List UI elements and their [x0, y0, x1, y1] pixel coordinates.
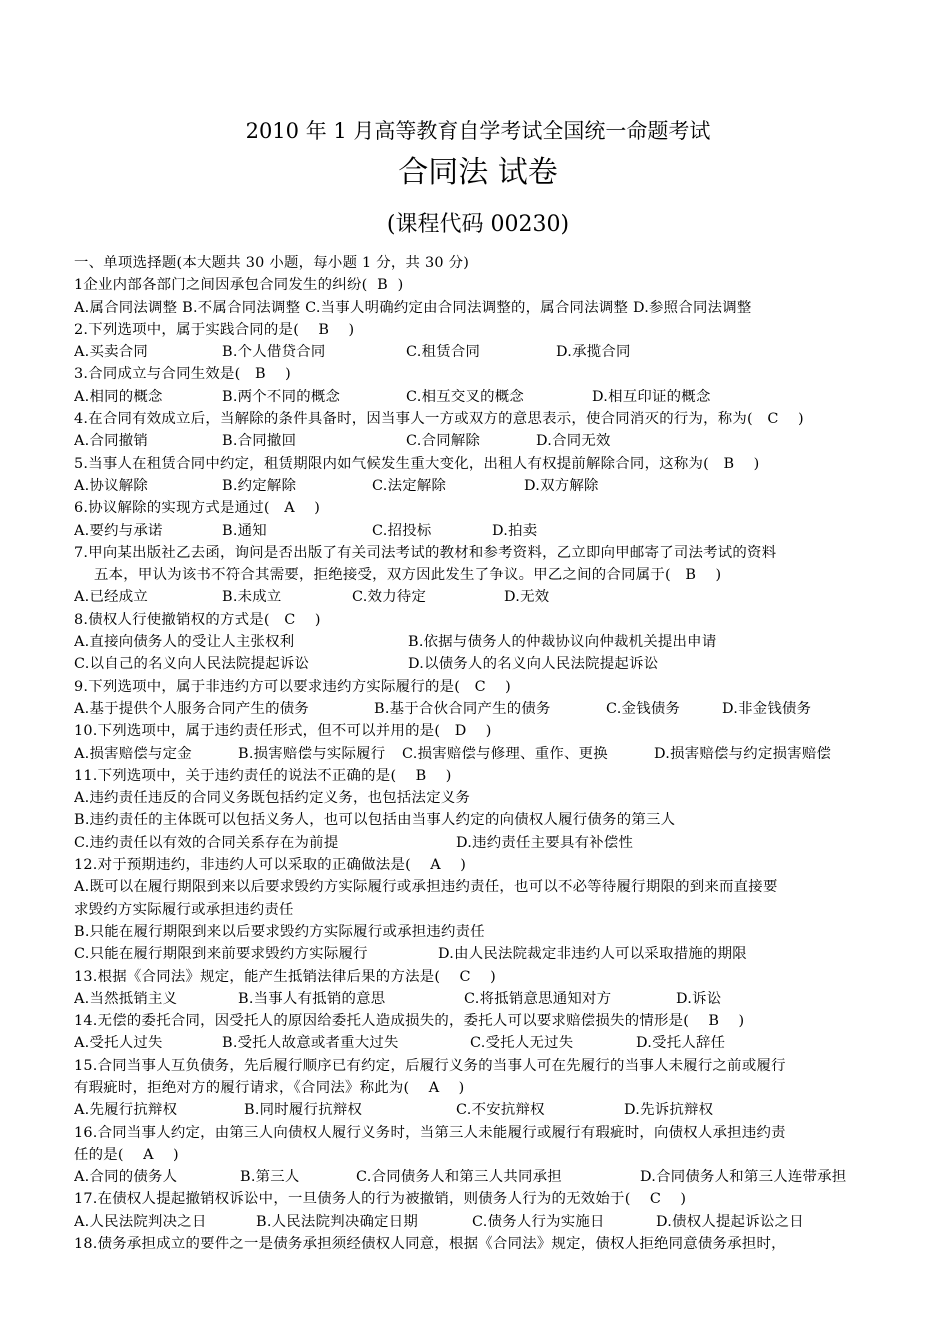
question-11: 11.下列选项中，关于违约责任的说法不正确的是( B ): [74, 767, 452, 784]
option-c: C.损害赔偿与修理、重作、更换: [402, 745, 608, 762]
option-a: A.买卖合同: [74, 344, 149, 361]
option-a: A.损害赔偿与定金: [74, 745, 192, 762]
option-a: A.人民法院判决之日: [74, 1213, 207, 1230]
option-d: D.损害赔偿与约定损害赔偿: [654, 745, 832, 762]
question-2-options: [74, 341, 882, 363]
question-16-continued: 任的是( A ): [74, 1146, 179, 1163]
option-a: A.当然抵销主义: [74, 990, 178, 1007]
option-b: B.合同撤回: [222, 433, 297, 450]
option-c: C.招投标: [372, 522, 432, 539]
question-11-options-cd: [74, 832, 882, 854]
question-8: 8.债权人行使撤销权的方式是( C ): [74, 611, 321, 628]
option-d: D.由人民法院裁定非违约人可以采取措施的期限: [438, 946, 747, 963]
question-9-options: [74, 698, 882, 720]
question-13-options: [74, 988, 882, 1010]
option-a: A.已经成立: [74, 589, 149, 606]
option-d: D.相互印证的概念: [592, 388, 711, 405]
question-12: 12.对于预期违约，非违约人可以采取的正确做法是( A ): [74, 857, 467, 874]
question-10: 10.下列选项中，属于违约责任形式，但不可以并用的是( D ): [74, 723, 492, 740]
option-b: B.损害赔偿与实际履行: [238, 745, 386, 762]
option-a: A.受托人过失: [74, 1035, 163, 1052]
question-3-options: [74, 386, 882, 408]
option-a: A.相同的概念: [74, 388, 163, 405]
question-15-continued: 有瑕疵时，拒绝对方的履行请求，《合同法》称此为( A ): [74, 1079, 465, 1096]
question-5-options: [74, 475, 882, 497]
question-17: 17.在债权人提起撤销权诉讼中，一旦债务人的行为被撤销，则债务人行为的无效始于( C ): [74, 1191, 687, 1208]
exam-document: [74, 112, 882, 1255]
question-15: 15.合同当事人互负债务，先后履行顺序已有约定，后履行义务的当事人可在先履行的当事人未履行之前或履行: [74, 1057, 786, 1074]
option-c: C.合同债务人和第三人共同承担: [356, 1169, 562, 1186]
option-b: B.同时履行抗辩权: [244, 1102, 363, 1119]
question-7-options: [74, 586, 882, 608]
option-d: D.以债务人的名义向人民法院提起诉讼: [408, 656, 659, 673]
question-16: 16.合同当事人约定，由第三人向债权人履行义务时，当第三人未能履行或履行有瑕疵时，向债权人承担违约责: [74, 1124, 786, 1141]
question-4-options: [74, 430, 882, 452]
option-b: B.约定解除: [222, 477, 297, 494]
option-c: C.只能在履行期限到来前要求毁约方实际履行: [74, 946, 368, 963]
option-c: C.受托人无过失: [470, 1035, 574, 1052]
option-d: D.诉讼: [676, 990, 722, 1007]
question-6-options: [74, 520, 882, 542]
question-12-option-b: B.只能在履行期限到来以后要求毁约方实际履行或承担违约责任: [74, 923, 485, 940]
section-heading: 一、单项选择题(本大题共 30 小题，每小题 1 分，共 30 分): [74, 255, 470, 271]
option-d: D.合同债务人和第三人连带承担: [640, 1169, 847, 1186]
exam-title: 合同法 试卷: [398, 155, 558, 190]
option-c: C.以自己的名义向人民法院提起诉讼: [74, 656, 310, 673]
question-2: 2.下列选项中，属于实践合同的是( B ): [74, 321, 355, 338]
question-4: 4.在合同有效成立后，当解除的条件具备时，因当事人一方或双方的意思表示，使合同消灭的行为，称为( C ): [74, 411, 804, 428]
question-9: 9.下列选项中，属于非违约方可以要求违约方实际履行的是( C ): [74, 678, 512, 695]
question-8-options-row1: [74, 631, 882, 653]
option-d: D.先诉抗辩权: [624, 1102, 714, 1119]
option-b: B.基于合伙合同产生的债务: [374, 700, 551, 717]
question-11-option-a: A.违约责任违反的合同义务既包括约定义务，也包括法定义务: [74, 790, 471, 807]
option-a: A.基于提供个人服务合同产生的债务: [74, 700, 310, 717]
question-12-option-a: A.既可以在履行期限到来以后要求毁约方实际履行或承担违约责任，也可以不必等待履行期限的到来而直接要: [74, 879, 778, 896]
option-c: C.违约责任以有效的合同关系存在为前提: [74, 834, 339, 851]
option-d: D.无效: [504, 589, 550, 606]
question-11-option-b: B.违约责任的主体既可以包括义务人，也可以包括由当事人约定的向债权人履行债务的第三人: [74, 812, 676, 829]
option-a: A.先履行抗辩权: [74, 1102, 178, 1119]
question-6: 6.协议解除的实现方式是通过( A ): [74, 500, 321, 517]
option-b: B.当事人有抵销的意思: [238, 990, 386, 1007]
option-a: A.协议解除: [74, 477, 149, 494]
option-c: C.将抵销意思通知对方: [464, 990, 612, 1007]
option-d: D.债权人提起诉讼之日: [656, 1213, 804, 1230]
option-c: C.租赁合同: [406, 344, 481, 361]
question-13: 13.根据《合同法》规定，能产生抵销法律后果的方法是( C ): [74, 968, 496, 985]
option-b: B.第三人: [240, 1169, 300, 1186]
question-18: 18.债务承担成立的要件之一是债务承担须经债权人同意，根据《合同法》规定，债权人拒绝同意债务承担时，: [74, 1236, 786, 1253]
question-17-options: [74, 1211, 882, 1233]
option-b: B.通知: [222, 522, 267, 539]
option-d: D.拍卖: [492, 522, 538, 539]
option-d: D.双方解除: [524, 477, 599, 494]
option-d: D.受托人辞任: [636, 1035, 726, 1052]
option-a: A.合同的债务人: [74, 1169, 178, 1186]
question-1: 1企业内部各部门之间因承包合同发生的纠纷( B ): [74, 277, 404, 294]
option-d: D.违约责任主要具有补偿性: [456, 834, 634, 851]
question-14: 14.无偿的委托合同，因受托人的原因给委托人造成损失的，委托人可以要求赔偿损失的情形是( B ): [74, 1013, 745, 1030]
exam-header: 2010 年 1 月高等教育自学考试全国统一命题考试: [245, 119, 711, 143]
course-code: (课程代码 00230): [386, 212, 570, 237]
question-15-options: [74, 1099, 882, 1121]
question-12-options-cd: [74, 943, 882, 965]
option-d: D.非金钱债务: [722, 700, 812, 717]
question-7: 7.甲向某出版社乙去函，询问是否出版了有关司法考试的教材和参考资料，乙立即向甲邮寄了司法考试的资料: [74, 544, 777, 561]
question-16-options: [74, 1166, 882, 1188]
option-b: B.受托人故意或者重大过失: [222, 1035, 399, 1052]
question-5: 5.当事人在租赁合同中约定，租赁期限内如气候发生重大变化，出租人有权提前解除合同，这称为( B ): [74, 455, 760, 472]
option-c: C.相互交叉的概念: [406, 388, 525, 405]
question-14-options: [74, 1032, 882, 1054]
option-c: C.金钱债务: [606, 700, 681, 717]
question-1-options: A.属合同法调整 B.不属合同法调整 C.当事人明确约定由合同法调整的，属合同法调整 D.参照合同法调整: [74, 299, 752, 316]
option-a: A.要约与承诺: [74, 522, 163, 539]
option-a: A.直接向债务人的受让人主张权利: [74, 634, 295, 651]
option-b: B.两个不同的概念: [222, 388, 341, 405]
option-c: C.债务人行为实施日: [472, 1213, 605, 1230]
question-3: 3.合同成立与合同生效是( B ): [74, 366, 291, 383]
question-10-options: [74, 743, 882, 765]
option-c: C.效力待定: [352, 589, 427, 606]
question-12-option-a-continued: 求毁约方实际履行或承担违约责任: [74, 901, 294, 918]
question-8-options-row2: [74, 653, 882, 675]
option-c: C.不安抗辩权: [456, 1102, 545, 1119]
option-b: B.人民法院判决确定日期: [256, 1213, 419, 1230]
option-b: B.未成立: [222, 589, 282, 606]
option-d: D.承揽合同: [556, 344, 631, 361]
option-a: A.合同撤销: [74, 433, 149, 450]
option-c: C.法定解除: [372, 477, 447, 494]
option-b: B.个人借贷合同: [222, 344, 326, 361]
option-b: B.依据与债务人的仲裁协议向仲裁机关提出申请: [408, 634, 717, 651]
question-7-continued: 五本，甲认为该书不符合其需要，拒绝接受，双方因此发生了争议。甲乙之间的合同属于( B ): [94, 567, 722, 584]
option-c: C.合同解除: [406, 433, 481, 450]
option-d: D.合同无效: [536, 433, 611, 450]
